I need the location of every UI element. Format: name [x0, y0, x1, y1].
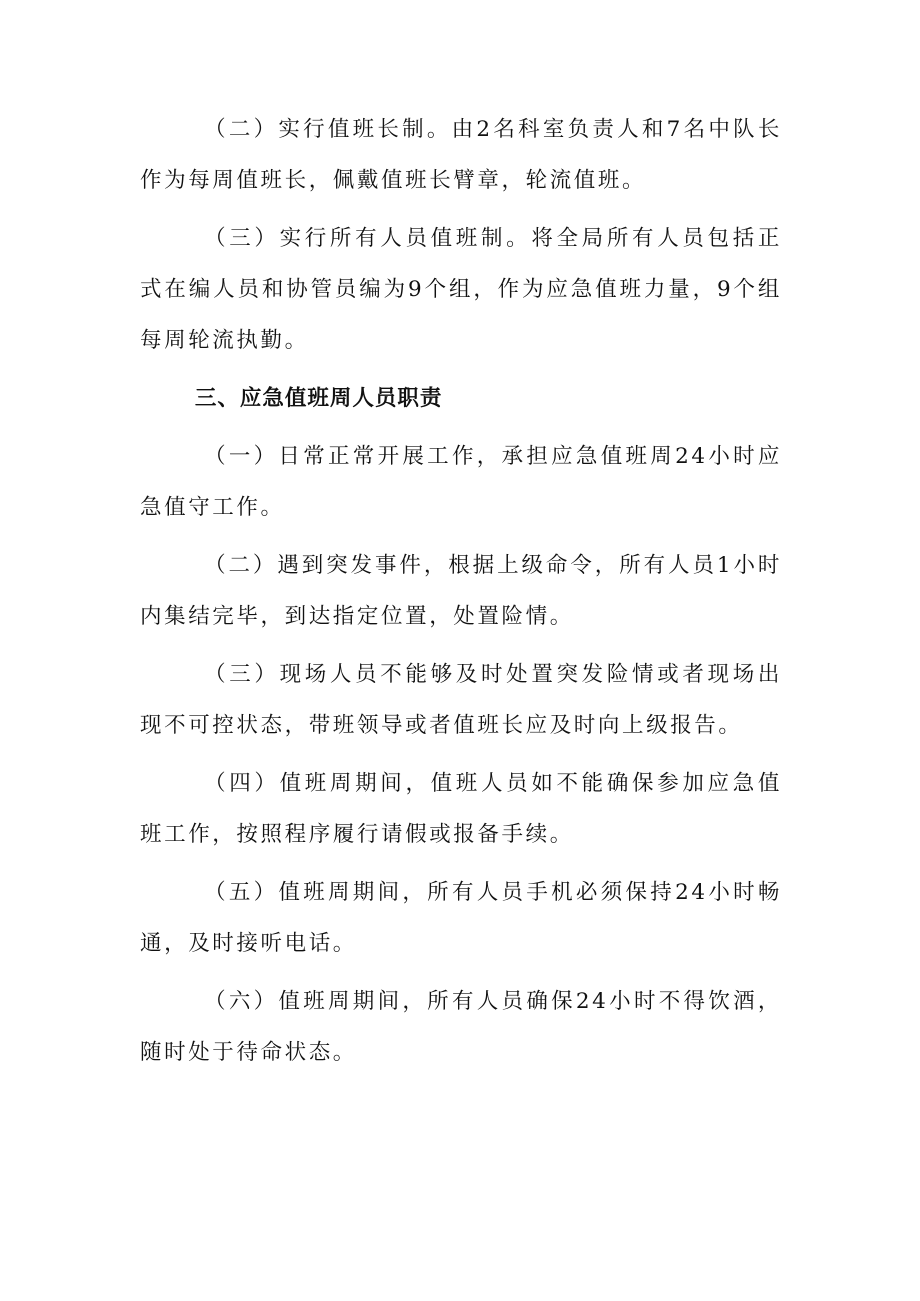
duty-item-2: （二）遇到突发事件，根据上级命令，所有人员1小时内集结完毕，到达指定位置，处置险情。 [140, 553, 782, 629]
document-body [140, 104, 782, 1085]
paragraph-duty-leader-system: （二）实行值班长制。由2名科室负责人和7名中队长作为每周值班长，佩戴值班长臂章，轮流值班。 [140, 117, 782, 193]
duty-item-1: （一）日常正常开展工作，承担应急值班周24小时应急值守工作。 [140, 444, 782, 520]
section-heading: 三、应急值班周人员职责 [194, 386, 443, 411]
paragraph-all-staff-duty-system: （三）实行所有人员值班制。将全局所有人员包括正式在编人员和协管员编为9个组，作为应急值班力量，9个组每周轮流执勤。 [140, 226, 782, 353]
duty-item-5: （五）值班周期间，所有人员手机必须保持24小时畅通，及时接听电话。 [140, 880, 782, 956]
duty-item-3: （三）现场人员不能够及时处置突发险情或者现场出现不可控状态，带班领导或者值班长应及时向上级报告。 [140, 662, 782, 738]
duty-item-4: （四）值班周期间，值班人员如不能确保参加应急值班工作，按照程序履行请假或报备手续。 [140, 771, 782, 847]
duty-item-6: （六）值班周期间，所有人员确保24小时不得饮酒，随时处于待命状态。 [140, 989, 782, 1065]
